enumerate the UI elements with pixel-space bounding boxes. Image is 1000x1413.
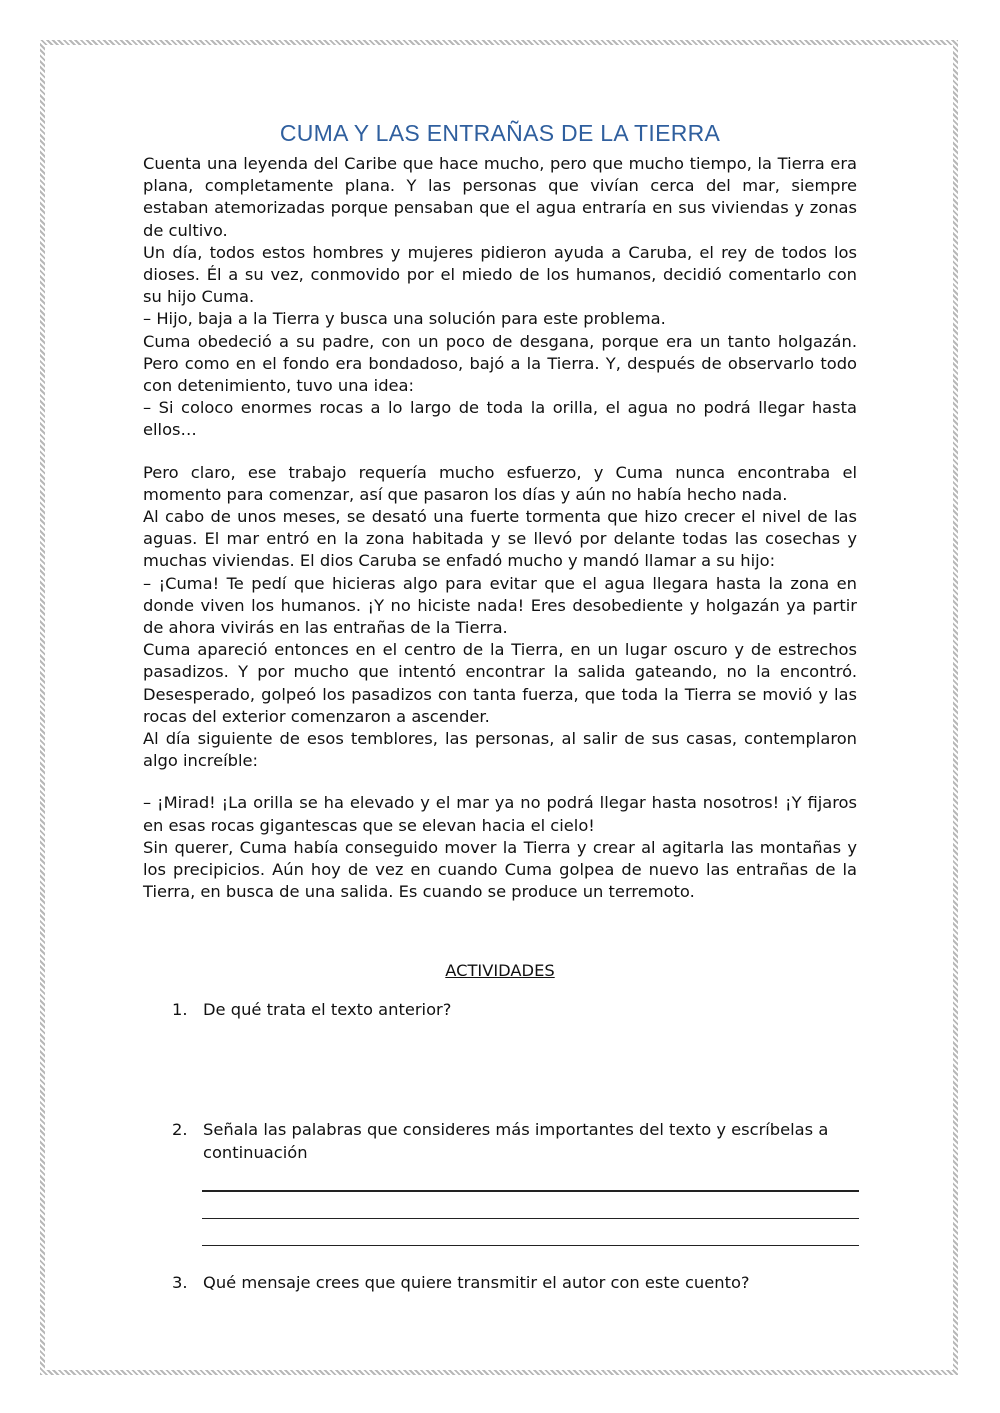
question-number: 3.	[172, 1273, 188, 1292]
story-paragraph: Sin querer, Cuma había conseguido mover la Tierra y crear al agitarla las montañas y los precipicios. Aún hoy de vez en cuando Cuma golpea de nuevo las entrañas de la Tierra, en busca de una salida. Es cuando se produce un terremoto.	[143, 837, 857, 902]
question-text: Señala las palabras que consideres más importantes del texto y escríbelas a continuación	[203, 1120, 829, 1162]
question-number: 2.	[172, 1120, 188, 1139]
answer-line[interactable]	[202, 1190, 859, 1192]
story-dialogue: – Hijo, baja a la Tierra y busca una solución para este problema.	[143, 309, 666, 329]
story-dialogue: – ¡Mirad! ¡La orilla se ha elevado y el mar ya no podrá llegar hasta nosotros! ¡Y fijaros en esas rocas gigantescas que se elevan hacia el cielo!	[143, 793, 857, 835]
question-text: Qué mensaje crees que quiere transmitir el autor con este cuento?	[203, 1273, 750, 1292]
question-number: 1.	[172, 1000, 188, 1019]
answer-line[interactable]	[202, 1218, 859, 1219]
story-paragraph: Pero claro, ese trabajo requería mucho esfuerzo, y Cuma nunca encontraba el momento para comenzar, así que pasaron los días y aún no había hecho nada.	[143, 462, 857, 504]
story-paragraph: Cuma obedeció a su padre, con un poco de desgana, porque era un tanto holgazán. Pero como en el fondo era bondadoso, bajó a la Tierra. Y, después de observarlo todo con detenimiento, tuvo una idea:	[143, 331, 857, 396]
story-text	[143, 153, 857, 904]
story-paragraph: Cuma apareció entonces en el centro de la Tierra, en un lugar oscuro y de estrechos pasadizos. Y por mucho que intentó encontrar la salida gateando, no la encontró. Desesperado, golpeó los pasadizos con tanta fuerza, que toda la Tierra se movió y las rocas del exterior comenzaron a ascender.	[143, 640, 857, 726]
story-dialogue: – ¡Cuma! Te pedí que hicieras algo para evitar que el agua llegara hasta la zona en donde viven los humanos. ¡Y no hiciste nada! Eres desobediente y holgazán ya partir de ahora vivirás en las entrañas de la Tierra.	[143, 573, 857, 638]
question-2	[172, 1118, 862, 1164]
story-paragraph: Al día siguiente de esos temblores, las personas, al salir de sus casas, contemplaron algo increíble:	[143, 729, 857, 771]
story-paragraph: Al cabo de unos meses, se desató una fuerte tormenta que hizo crecer el nivel de las aguas. El mar entró en la zona habitada y se llevó por delante todas las cosechas y muchas viviendas. El dios Caruba se enfadó mucho y mandó llamar a su hijo:	[143, 507, 857, 571]
story-paragraph: Un día, todos estos hombres y mujeres pidieron ayuda a Caruba, el rey de todos los dioses. Él a su vez, conmovido por el miedo de los humanos, decidió comentarlo con su hijo Cuma.	[143, 242, 857, 307]
story-paragraph: Cuenta una leyenda del Caribe que hace mucho, pero que mucho tiempo, la Tierra era plana, completamente plana. Y las personas que vivían cerca del mar, siempre estaban atemorizadas porque pensaban que el agua entraría en sus viviendas y zonas de cultivo.	[143, 154, 857, 240]
question-3	[172, 1271, 862, 1294]
page-title: CUMA Y LAS ENTRAÑAS DE LA TIERRA	[279, 120, 721, 146]
question-text: De qué trata el texto anterior?	[203, 1000, 452, 1019]
question-1	[172, 998, 862, 1021]
activities-heading: ACTIVIDADES	[445, 961, 555, 980]
answer-line[interactable]	[202, 1245, 859, 1246]
story-dialogue: – Si coloco enormes rocas a lo largo de toda la orilla, el agua no podrá llegar hasta ellos…	[143, 398, 857, 440]
